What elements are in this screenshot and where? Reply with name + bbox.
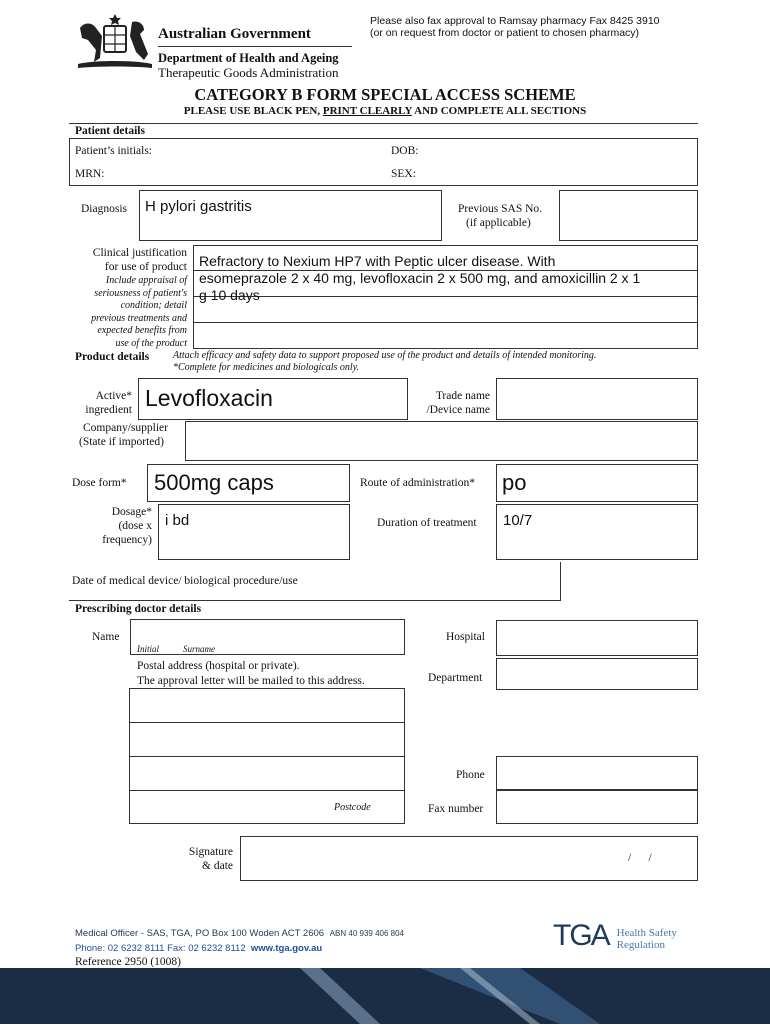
- header-dept: Department of Health and Ageing: [158, 51, 339, 65]
- prev-sas-label-1: Previous SAS No.: [458, 203, 543, 215]
- postal-label-1: Postal address (hospital or private).: [137, 660, 300, 672]
- subtitle-underlined: PRINT CLEARLY: [322, 105, 412, 117]
- patient-id-box: [69, 138, 698, 186]
- clin-label-1: Clinical justification: [92, 247, 187, 259]
- clin-help-line: previous treatments and: [91, 312, 187, 324]
- product-note-2: *Complete for medicines and biologicals only.: [173, 362, 360, 373]
- clin-help-line: Include appraisal of: [105, 275, 187, 286]
- trade-name-field[interactable]: [496, 378, 698, 420]
- clin-help-line: use of the product: [115, 337, 187, 349]
- tga-logo-line2: Regulation: [616, 939, 665, 951]
- procedure-date-label: Date of medical device/ biological procedure/use: [72, 575, 298, 587]
- signature-label-1: Signature: [188, 846, 233, 858]
- route-value: po: [502, 470, 527, 495]
- hospital-label: Hospital: [446, 631, 485, 643]
- tga-logo-line1: Health Safety: [616, 927, 677, 939]
- subtitle-post: AND COMPLETE ALL SECTIONS: [412, 105, 587, 117]
- footer-line1: Medical Officer - SAS, TGA, PO Box 100 Woden ACT 2606: [75, 928, 325, 939]
- procedure-date-field[interactable]: [69, 562, 561, 601]
- reference-number: Reference 2950 (1008): [75, 956, 182, 968]
- footer-phone-fax: Phone: 02 6232 8111 Fax: 02 6232 8112: [75, 943, 251, 954]
- coat-of-arms-icon: [74, 10, 156, 72]
- name-label: Name: [92, 631, 120, 643]
- dosage-label-3: frequency): [102, 534, 152, 546]
- signature-date-slashes: / /: [628, 852, 652, 864]
- prev-sas-label-2: (if applicable): [466, 217, 531, 229]
- initial-hint: Initial: [137, 644, 159, 654]
- phone-field[interactable]: [496, 756, 698, 790]
- hospital-field[interactable]: [496, 620, 698, 656]
- fax-field[interactable]: [496, 790, 698, 824]
- route-label: Route of administration*: [360, 477, 475, 489]
- dosage-value: i bd: [165, 512, 190, 529]
- dose-form-label: Dose form*: [72, 477, 127, 489]
- clin-help-line: seriousness of patient's: [94, 287, 187, 299]
- active-label-2: ingredient: [85, 404, 132, 416]
- postcode-label: Postcode: [334, 802, 371, 813]
- dose-form-value: 500mg caps: [154, 470, 274, 495]
- clin-help: [40, 275, 187, 350]
- clin-label-2: for use of product: [104, 261, 187, 273]
- postal-label-2: The approval letter will be mailed to this address.: [137, 675, 365, 687]
- mrn-label[interactable]: MRN:: [75, 168, 105, 180]
- patient-section-title: Patient details: [75, 125, 145, 137]
- sex-label[interactable]: SEX:: [391, 168, 416, 180]
- trade-label-1: Trade name: [435, 390, 490, 402]
- clin-help-line: expected benefits from: [97, 325, 187, 336]
- diagnosis-label: Diagnosis: [81, 203, 127, 215]
- tga-logo-tagline: [617, 927, 677, 951]
- footer-band: [0, 968, 770, 1024]
- subtitle-pre: PLEASE USE BLACK PEN,: [183, 105, 323, 117]
- clin-text-line: Refractory to Nexium HP7 with Peptic ulcer disease. With: [199, 253, 556, 269]
- surname-hint: Surname: [183, 644, 215, 654]
- company-label-1: Company/supplier: [83, 422, 168, 434]
- tga-logo: [553, 919, 677, 959]
- phone-label: Phone: [456, 769, 485, 781]
- dob-label[interactable]: DOB:: [391, 145, 419, 157]
- dosage-label-1: Dosage*: [111, 506, 152, 518]
- duration-value: 10/7: [503, 512, 533, 529]
- trade-label-2: /Device name: [426, 404, 490, 416]
- signature-label-2: & date: [202, 860, 233, 872]
- tga-website-link[interactable]: www.tga.gov.au: [250, 943, 323, 954]
- company-label-2: (State if imported): [79, 436, 164, 448]
- initials-label[interactable]: Patient’s initials:: [75, 145, 152, 157]
- duration-label: Duration of treatment: [377, 517, 477, 529]
- fax-note-2: (or on request from doctor or patient to chosen pharmacy): [370, 27, 640, 39]
- active-ingredient-value: Levofloxacin: [145, 385, 273, 411]
- diagnosis-value: H pylori gastritis: [145, 198, 252, 215]
- active-label-1: Active*: [95, 390, 132, 402]
- form-title: CATEGORY B FORM SPECIAL ACCESS SCHEME: [194, 85, 576, 104]
- header-gov: Australian Government: [158, 26, 311, 42]
- department-field[interactable]: [496, 658, 698, 690]
- clin-text-line: esomeprazole 2 x 40 mg, levofloxacin 2 x 500 mg, and amoxicillin 2 x 1: [199, 270, 641, 286]
- header-tga: Therapeutic Goods Administration: [158, 65, 339, 80]
- fax-note-1: Please also fax approval to Ramsay pharmacy Fax 8425 3910: [370, 15, 660, 27]
- doctor-name-field[interactable]: [130, 619, 405, 655]
- prev-sas-field[interactable]: [559, 190, 698, 241]
- clin-help-line: condition; detail: [120, 300, 187, 311]
- company-field[interactable]: [185, 421, 698, 461]
- form-subtitle: [0, 105, 770, 117]
- footer-address: [75, 928, 404, 939]
- footer-abn: ABN 40 939 406 804: [329, 929, 404, 938]
- fax-label: Fax number: [428, 803, 484, 815]
- footer-contact: [75, 943, 322, 954]
- product-note-1: Attach efficacy and safety data to support proposed use of the product and details of intended monitoring.: [173, 350, 597, 361]
- dosage-label-2: (dose x: [118, 520, 152, 532]
- department-label: Department: [428, 672, 483, 684]
- doctor-section-title: Prescribing doctor details: [75, 603, 202, 615]
- product-section-title: Product details: [75, 351, 150, 363]
- clin-text-line: g 10 days: [199, 287, 260, 303]
- tga-logo-text: TGA: [553, 919, 609, 952]
